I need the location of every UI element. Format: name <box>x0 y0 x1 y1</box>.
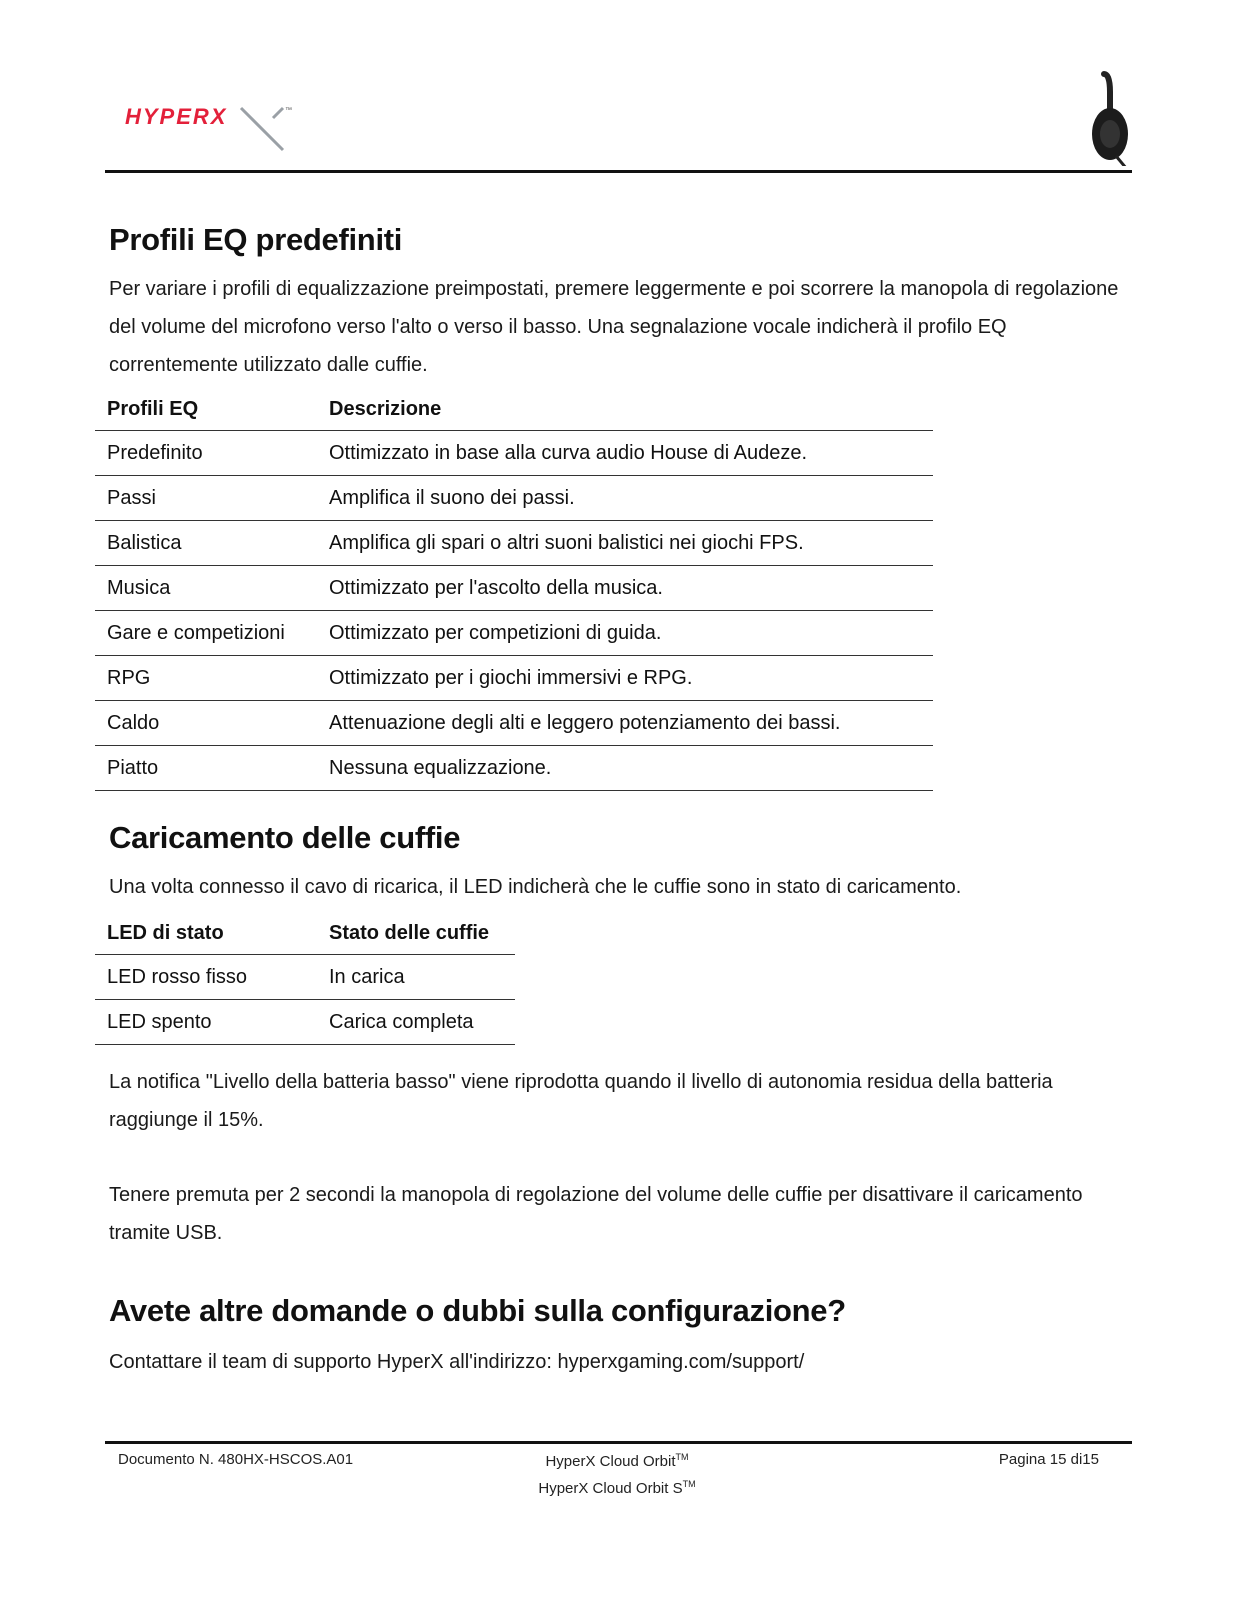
eq-profile-name: Musica <box>95 566 317 611</box>
column-header: Stato delle cuffie <box>317 912 515 955</box>
section-title-charging: Caricamento delle cuffie <box>109 820 461 855</box>
table-row <box>95 1000 515 1045</box>
eq-profile-name: Predefinito <box>95 431 317 476</box>
eq-profile-description: Nessuna equalizzazione. <box>317 746 933 791</box>
column-header: Descrizione <box>317 388 933 431</box>
eq-profile-name: Piatto <box>95 746 317 791</box>
eq-profile-description: Ottimizzato per competizioni di guida. <box>317 611 933 656</box>
table-row <box>95 431 933 476</box>
led-status: LED rosso fisso <box>95 955 317 1000</box>
eq-profile-name: Balistica <box>95 521 317 566</box>
hyperx-logo <box>123 100 298 160</box>
logo-tm: ™ <box>285 107 292 114</box>
footer-divider <box>105 1441 1132 1444</box>
header-divider <box>105 170 1132 173</box>
headset-state: Carica completa <box>317 1000 515 1045</box>
eq-intro-text: Per variare i profili di equalizzazione preimpostati, premere leggermente e poi scorrere la manopola di regolazione del volume del microfono verso l'alto o verso il basso. Una segnalazione vocale indicherà il profilo EQ correntemente utilizzato dalle cuffie. <box>109 278 1119 376</box>
eq-profiles-table <box>95 388 933 791</box>
section-title-support: Avete altre domande o dubbi sulla configurazione? <box>109 1293 846 1328</box>
trademark: TM <box>682 1479 696 1489</box>
eq-profile-description: Ottimizzato per i giochi immersivi e RPG. <box>317 656 933 701</box>
table-row <box>95 701 933 746</box>
table-row <box>95 611 933 656</box>
table-row <box>95 746 933 791</box>
eq-profile-description: Amplifica il suono dei passi. <box>317 476 933 521</box>
usb-charging-note: Tenere premuta per 2 secondi la manopola di regolazione del volume delle cuffie per disattivare il caricamento tramite USB. <box>109 1184 1083 1244</box>
table-header-row <box>95 388 933 431</box>
table-row <box>95 566 933 611</box>
column-header: LED di stato <box>95 912 317 955</box>
footer-product-line-1 <box>430 1448 804 1475</box>
eq-profile-description: Attenuazione degli alti e leggero potenziamento dei bassi. <box>317 701 933 746</box>
eq-profile-description: Ottimizzato in base alla curva audio House di Audeze. <box>317 431 933 476</box>
support-contact-text: Contattare il team di supporto HyperX all'indirizzo: hyperxgaming.com/support/ <box>109 1351 805 1373</box>
footer-doc-number: Documento N. 480HX-HSCOS.A01 <box>118 1451 354 1468</box>
eq-profile-name: Passi <box>95 476 317 521</box>
column-header: Profili EQ <box>95 388 317 431</box>
low-battery-note: La notifica "Livello della batteria basso" viene riprodotta quando il livello di autonomia residua della batteria raggiunge il 15%. <box>109 1071 1053 1131</box>
charging-intro-text: Una volta connesso il cavo di ricarica, il LED indicherà che le cuffie sono in stato di caricamento. <box>109 876 962 898</box>
footer-product <box>430 1448 804 1502</box>
table-header-row <box>95 912 515 955</box>
eq-profile-name: Caldo <box>95 701 317 746</box>
headset-state: In carica <box>317 955 515 1000</box>
trademark: TM <box>675 1452 689 1462</box>
logo-text: HYPERX <box>125 104 228 129</box>
footer-product-line-2 <box>430 1475 804 1502</box>
led-status: LED spento <box>95 1000 317 1045</box>
table-row <box>95 476 933 521</box>
product-name: HyperX Cloud Orbit <box>545 1453 676 1470</box>
table-row <box>95 521 933 566</box>
table-row <box>95 656 933 701</box>
footer-page-number: Pagina 15 di15 <box>998 1451 1099 1468</box>
headset-icon <box>1086 70 1130 166</box>
eq-profile-description: Amplifica gli spari o altri suoni balistici nei giochi FPS. <box>317 521 933 566</box>
page-header <box>105 60 1132 172</box>
product-name: HyperX Cloud Orbit S <box>538 1480 683 1497</box>
eq-profile-name: RPG <box>95 656 317 701</box>
led-status-table <box>95 912 515 1045</box>
eq-profile-description: Ottimizzato per l'ascolto della musica. <box>317 566 933 611</box>
section-title-eq: Profili EQ predefiniti <box>109 222 403 257</box>
eq-profile-name: Gare e competizioni <box>95 611 317 656</box>
table-row <box>95 955 515 1000</box>
